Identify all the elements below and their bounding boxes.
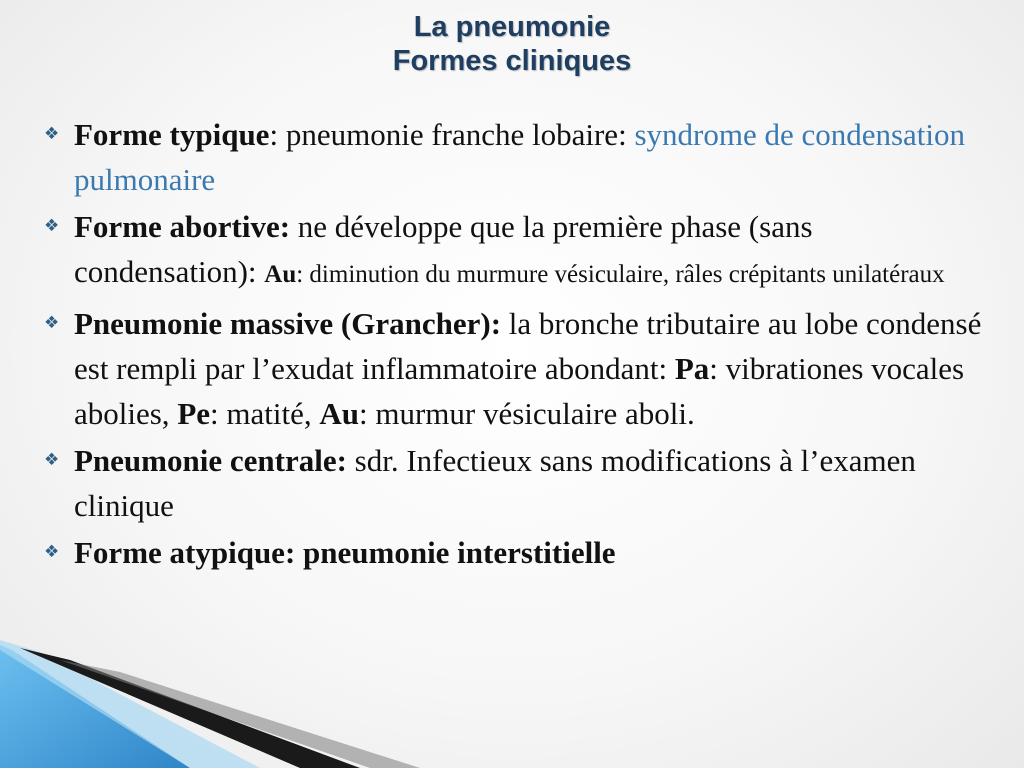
corner-light-band	[0, 640, 260, 768]
title-line-2: Formes cliniques	[392, 45, 632, 77]
diamond-bullet-icon: ❖	[44, 216, 60, 236]
corner-dark-stripe	[20, 648, 360, 768]
bullet-forme-abortive	[44, 204, 984, 297]
bullet-separator: :	[269, 117, 279, 152]
bullet-text: sdr. Infectieux sans modifications à l’examen clinique	[74, 443, 916, 523]
percussion-text: : matité,	[210, 396, 320, 431]
bullet-lead: Forme atypique: pneumonie interstitielle	[74, 535, 616, 570]
diamond-bullet-icon: ❖	[44, 450, 60, 470]
bullet-list	[44, 112, 984, 575]
bullet-pneumonie-massive	[44, 301, 984, 436]
bullet-lead: Pneumonie massive (Grancher):	[74, 306, 502, 341]
diamond-bullet-icon: ❖	[44, 313, 60, 333]
diamond-bullet-icon: ❖	[44, 124, 60, 144]
palpation-label: Pa	[674, 351, 710, 386]
corner-grey-stripe	[60, 660, 420, 768]
bullet-lead: Forme abortive:	[74, 209, 291, 244]
auscultation-text: : diminution du murmure vésiculaire, râles crépitants unilatéraux	[296, 261, 945, 288]
bullet-forme-atypique	[44, 530, 984, 575]
bullet-lead: Forme typique	[74, 117, 270, 152]
corner-blue-wedge	[0, 645, 190, 768]
diamond-bullet-icon: ❖	[44, 542, 60, 562]
auscultation-label: Au	[319, 396, 359, 431]
title-line-1: La pneumonie	[413, 11, 611, 43]
bullet-text: ne développe que la première phase (sans condensation):	[74, 209, 813, 289]
percussion-label: Pe	[177, 396, 211, 431]
bullet-accent-text: syndrome de condensation pulmonaire	[74, 117, 966, 197]
slide-title	[0, 10, 1024, 78]
bullet-text: la bronche tributaire au lobe condensé est rempli par l’exudat inflammatoire abondant:	[74, 306, 982, 386]
auscultation-label: Au	[264, 261, 297, 288]
bullet-forme-typique	[44, 112, 984, 202]
auscultation-text: : murmur vésiculaire aboli.	[359, 396, 695, 431]
bullet-text: pneumonie franche lobaire:	[278, 117, 635, 152]
bullet-lead: Pneumonie centrale:	[74, 443, 347, 478]
palpation-text: : vibrationes vocales abolies,	[74, 351, 965, 431]
bullet-pneumonie-centrale	[44, 438, 984, 528]
